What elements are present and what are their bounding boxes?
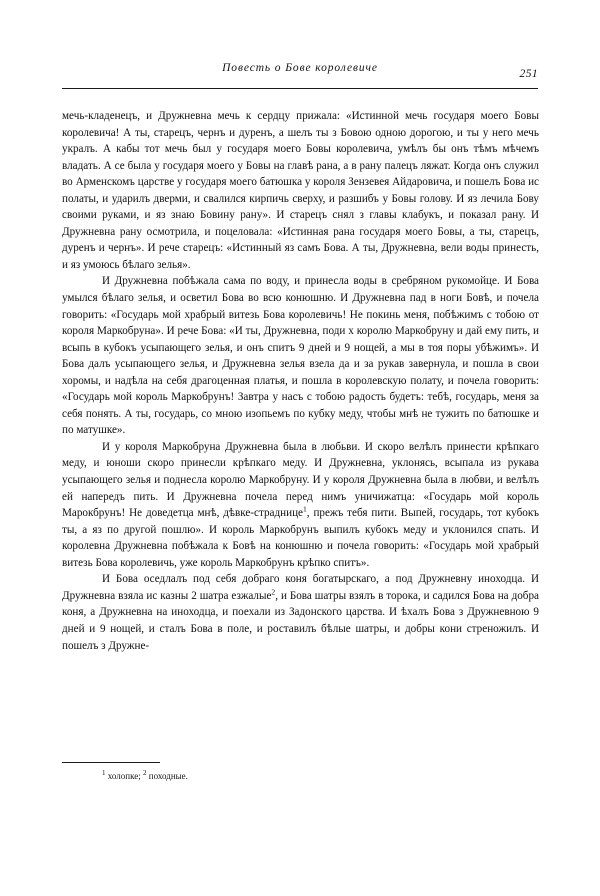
paragraph-1-text: мечь-кладенецъ, и Дружневна мечь к сердцу прижала: «Истинной мечь государя моего Бовы королевича! А ты, старецъ, чернъ и дуренъ, а шелъ ты з Бовою одною дорогою, и ты у него мечь укралъ. А кабы тот мечь был у государя моего Бовы королевича, умѣлъ бы онъ тѣмъ мѣчемъ владать. А се была у государя моего у Бовы на главѣ рана, а в рану палецъ ляжат. Когда онъ служил во Арменскомъ царстве у государя моего батюшка у короля Зензевея Айдаровича, и пошелъ Бова ис полаты, и ударилъ дверми, и свалился кирпичь сверху, и разшибъ у Бовы голову. И яз лечила Бову своими руками, и яз знаю Бовину рану». И старецъ снял з главы клабукъ, и показал рану. И Дружневна рану осмотрила, и поцеловала: «Истинная рана государя моего Бовы, а ты, старецъ, дуренъ и чернъ». И рече старецъ: «Истинный яз самъ Бова. А ты, Дружневна, вели воды принесть, и яз умоюсь бѣлаго зелья».: [62, 110, 539, 271]
running-head: [62, 62, 538, 80]
paragraph-4-text-before-footnote: И Бова оседлалъ под себя добраго коня богатырскаго, а под Дружневну иноходца. И Дружневна взяла ис казны 2 шатра езжалые: [62, 573, 539, 602]
page-number: 251: [519, 68, 538, 80]
paragraph-2-text: И Дружневна побѣжала сама по воду, и принесла воды в сребряном рукомойце. И Бова умылся бѣлаго зелья, и осветил Бова во всю конюшню. И Дружневна пад в ноги Бовѣ, и почела говорить: «Государь мой храбрый витезь Бова королевичь! Не покинь меня, побѣжимъ с тобою от короля Маркобруна». И рече Бова: «И ты, Дружневна, поди х королю Маркобруну и дай ему пить, и всыпь в кубокъ усыпающего зелья, и онъ спитъ 9 дней и 9 нощей, а мы в тоя поры убѣжимъ». И Бова далъ усыпающего зелья, и Дружневна зелья взела да и за рукав завернула, и пошла в свои хоромы, и надѣла на себя драгоценная платья, и пошла в королевскую полату, и почела говорить: «Государь мой король Маркобрунъ! Завтра у насъ с тобою радость будетъ: тебѣ, государь, меня за себя понять. А ты, государь, со мною изопьемъ по кубку меду, чтобы мнѣ не тужить по батюшке и по матушке».: [62, 275, 539, 437]
footnote-reference-2[interactable]: 2: [271, 587, 276, 597]
footnote-text-1: холопке;: [105, 771, 143, 781]
paragraph-3-text-after-footnote: , прежъ тебя пити. Выпей, государь, тот кубокъ ты, а яз по другой пошлю». И король Маркобрунъ выпилъ кубокъ меду и уклонился спать. И королевна Дружневна побѣжала к Бовѣ на конюшню и почела говорить: «Государь мой храбрый витезь Бова королевичь, уже король Маркобрунъ крѣпко спитъ».: [62, 507, 539, 569]
footnote-block: [62, 770, 539, 783]
footnote-text-2: походные.: [146, 771, 188, 781]
paragraph-4: [62, 571, 539, 654]
footnote-number-2: 2: [143, 769, 147, 777]
footnote-separator-rule: [62, 762, 160, 763]
header-rule: [62, 88, 538, 89]
paragraph-3: [62, 439, 539, 571]
footnote-number-1: 1: [102, 769, 106, 777]
paragraph-1: [62, 108, 539, 273]
body-text-block: [62, 108, 539, 654]
paragraph-4-text-after-footnote: , и Бова шатры взялъ в торока, и садился Бова на добра коня, а Дружневна на иноходца, и поехали из Задонского царства. И ѣхалъ Бова з Дружневною 9 дней и 9 нощей, и сталъ Бова в поле, и роставилъ бѣлые шатры, и добры кони стреножилъ. И пошелъ з Дружне-: [62, 589, 539, 652]
footnote-reference-1[interactable]: 1: [302, 504, 307, 514]
running-head-title: Повесть о Бове королевиче: [222, 62, 378, 74]
paragraph-2: [62, 273, 539, 438]
paragraph-3-text-before-footnote: И у короля Маркобруна Дружневна была в любьви. И скоро велѣлъ принести крѣпкаго меду, и юноши скоро принесли крѣпкаго меду. И Дружневна, уклонясь, всыпала из рукава усыпающего зелья и поднесла королю Маркобруну. И у короля Дружневна была в любви, и велѣлъ ей напередъ пить. И Дружневна почела перед нимъ уничижатца: «Государь мой король Марокбрунъ! Не доведетца мнѣ, дѣвке-страднице: [62, 440, 539, 520]
